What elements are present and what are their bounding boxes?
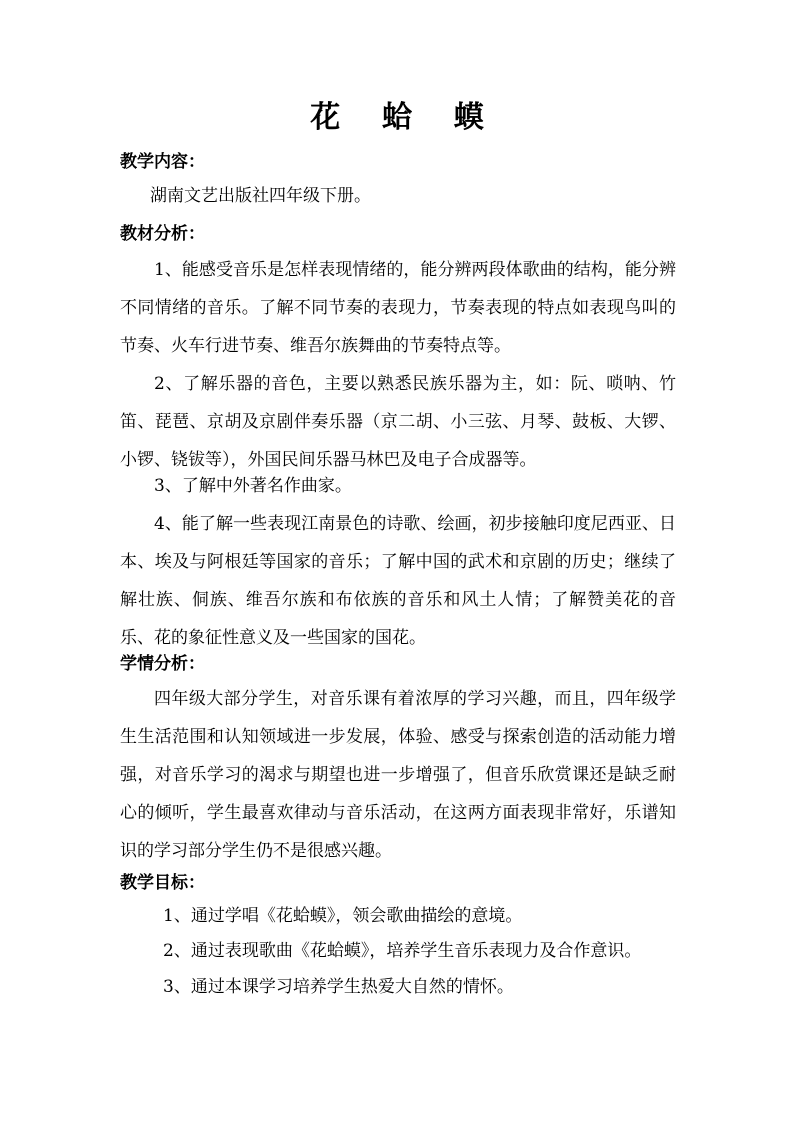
analysis-item-1: 1、能感受音乐是怎样表现情绪的，能分辨两段体歌曲的结构，能分辨不同情绪的音乐。了解不同节奏的表现力，节奏表现的特点如表现鸟叫的节奏、火车行进节奏、维吾尔族舞曲的节奏特点等。 [120, 260, 676, 356]
analysis-item-2: 2、了解乐器的音色，主要以熟悉民族乐器为主，如：阮、唢呐、竹笛、琵琶、京胡及京剧伴奏乐器（京二胡、小三弦、月琴、鼓板、大锣、小锣、铙钹等），外国民间乐器马林巴及电子合成器等。 [120, 374, 676, 470]
page-title: 花 蛤 蟆 [310, 100, 484, 135]
heading-student-analysis: 学情分析： [120, 654, 205, 674]
goal-item-1: 1、通过学唱《花蛤蟆》，领会歌曲描绘的意境。 [163, 906, 523, 926]
student-analysis-text: 四年级大部分学生，对音乐课有着浓厚的学习兴趣，而且，四年级学生生活范围和认知领域进一步发展，体验、感受与探索创造的活动能力增强，对音乐学习的渴求与期望也进一步增强了，但音乐欣赏课还是缺乏耐心的倾听，学生最喜欢律动与音乐活动，在这两方面表现非常好，乐谱知识的学习部分学生仍不是很感兴趣。 [120, 689, 676, 861]
goal-item-2: 2、通过表现歌曲《花蛤蟆》，培养学生音乐表现力及合作意识。 [163, 941, 642, 961]
goal-item-3: 3、通过本课学习培养学生热爱大自然的情怀。 [163, 977, 514, 997]
analysis-item-4: 4、能了解一些表现江南景色的诗歌、绘画，初步接触印度尼西亚、日本、埃及与阿根廷等国家的音乐；了解中国的武术和京剧的历史；继续了解壮族、侗族、维吾尔族和布依族的音乐和风土人情；了解赞美花的音乐、花的象征性意义及一些国家的国花。 [120, 514, 676, 648]
heading-material-analysis: 教材分析： [120, 224, 205, 244]
analysis-item-3: 3、了解中外著名作曲家。 [154, 476, 352, 496]
heading-teaching-content: 教学内容： [120, 152, 205, 172]
heading-teaching-goals: 教学目标： [120, 873, 205, 893]
teaching-content-text: 湖南文艺出版社四年级下册。 [150, 186, 371, 206]
